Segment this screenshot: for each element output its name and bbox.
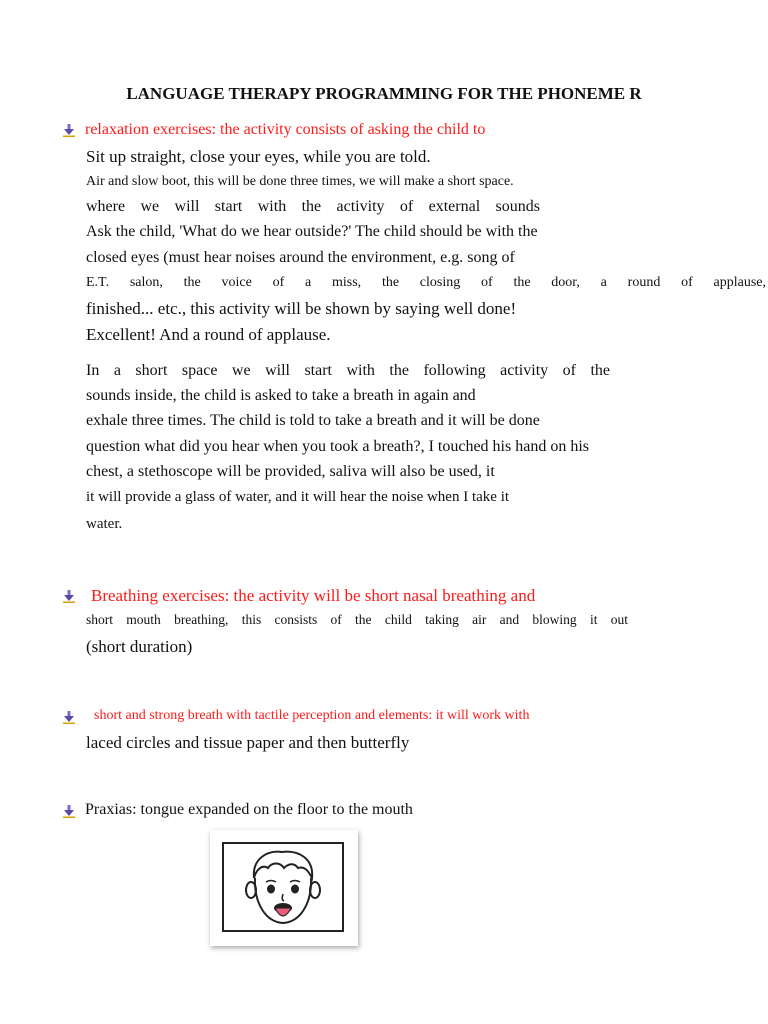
arrow-bullet-icon — [62, 804, 76, 818]
text-line: E.T. salon, the voice of a miss, the closing of the door, a round of applause, — [86, 275, 766, 290]
text-line: Excellent! And a round of applause. — [86, 325, 331, 344]
text-line: Air and slow boot, this will be done three times, we will make a short space. — [86, 174, 514, 189]
section-heading-breathing: Breathing exercises: the activity will be short nasal breathing and — [91, 586, 536, 605]
section-heading-praxias: Praxias: tongue expanded on the floor to the mouth — [85, 801, 413, 818]
text-line: chest, a stethoscope will be provided, saliva will also be used, it — [86, 463, 495, 480]
arrow-bullet-icon — [62, 710, 76, 724]
text-line: question what did you hear when you took a breath?, I touched his hand on his — [86, 438, 589, 455]
section-heading-strong-breath: short and strong breath with tactile perception and elements: it will work with — [94, 708, 530, 723]
tongue-out-illustration — [210, 830, 358, 946]
section-heading-relaxation: relaxation exercises: the activity consists of asking the child to — [85, 121, 486, 138]
text-line: Ask the child, 'What do we hear outside?' The child should be with the — [86, 223, 538, 240]
text-line: where we will start with the activity of external sounds — [86, 198, 540, 215]
text-line: closed eyes (must hear noises around the environment, e.g. song of — [86, 249, 515, 266]
page-title: LANGUAGE THERAPY PROGRAMMING FOR THE PHONEME R — [126, 84, 642, 103]
text-line: exhale three times. The child is told to take a breath and it will be done — [86, 412, 540, 429]
text-line: water. — [86, 516, 123, 532]
text-line: sounds inside, the child is asked to take a breath in again and — [86, 387, 476, 404]
text-line: laced circles and tissue paper and then butterfly — [86, 733, 410, 752]
arrow-bullet-icon — [62, 589, 76, 603]
arrow-bullet-icon — [62, 123, 76, 137]
text-line: In a short space we will start with the following activity of the — [86, 362, 610, 379]
text-line: Sit up straight, close your eyes, while you are told. — [86, 147, 431, 166]
text-line: (short duration) — [86, 637, 193, 656]
text-line: it will provide a glass of water, and it will hear the noise when I take it — [86, 489, 510, 505]
face-tongue-out-icon — [224, 844, 342, 930]
text-line: finished... etc., this activity will be shown by saying well done! — [86, 299, 517, 318]
text-line: short mouth breathing, this consists of the child taking air and blowing it out — [86, 612, 628, 627]
